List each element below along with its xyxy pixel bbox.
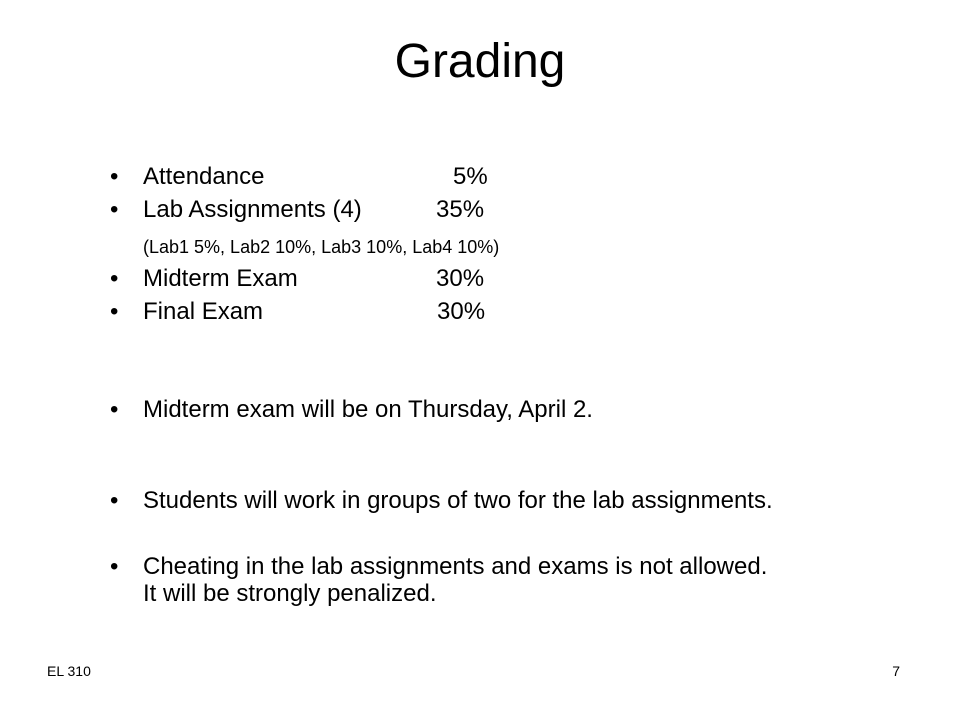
bullet-icon: •	[110, 163, 119, 190]
note-text: Students will work in groups of two for the lab assignments.	[143, 487, 773, 514]
note-text: Midterm exam will be on Thursday, April 2.	[143, 396, 593, 423]
bullet-icon: •	[110, 553, 119, 580]
grading-item-label: Final Exam	[143, 298, 264, 325]
bullet-icon: •	[110, 298, 119, 325]
bullet-icon: •	[110, 487, 119, 514]
note-text: Cheating in the lab assignments and exams is not allowed.	[143, 553, 768, 580]
grading-item-label: Midterm Exam	[143, 265, 298, 292]
grading-item-percent: 30%	[436, 265, 485, 292]
grading-item-label: Lab Assignments (4)	[143, 196, 362, 223]
note-text: It will be strongly penalized.	[143, 580, 437, 607]
bullet-icon: •	[110, 396, 119, 423]
bullet-icon: •	[110, 265, 119, 292]
footer-page-number: 7	[892, 663, 900, 679]
slide-title: Grading	[394, 35, 566, 88]
grading-item-percent: 5%	[453, 163, 488, 190]
grading-item-percent: 30%	[437, 298, 486, 325]
lab-breakdown: (Lab1 5%, Lab2 10%, Lab3 10%, Lab4 10%)	[143, 237, 500, 257]
grading-item-percent: 35%	[436, 196, 485, 223]
grading-item-label: Attendance	[143, 163, 265, 190]
footer-course: EL 310	[47, 663, 91, 679]
bullet-icon: •	[110, 196, 119, 223]
